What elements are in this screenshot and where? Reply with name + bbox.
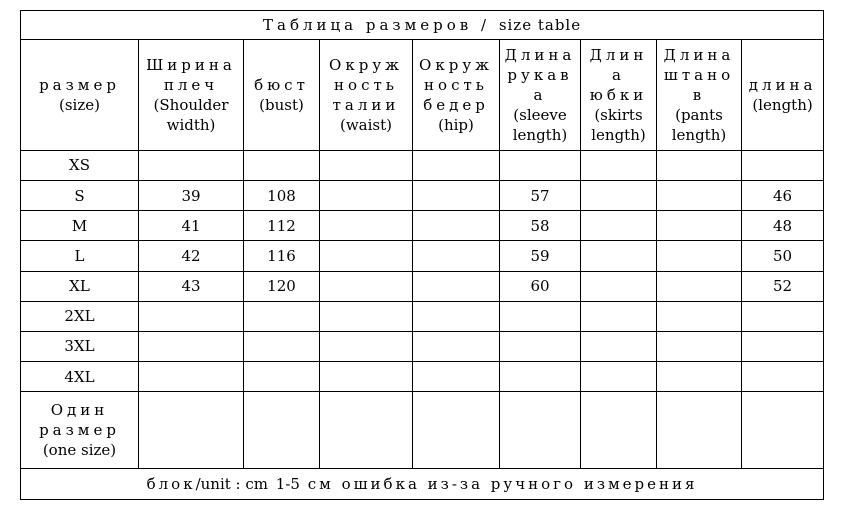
- table-cell: [581, 392, 657, 468]
- column-header: [742, 40, 824, 151]
- table-row: [21, 241, 824, 271]
- table-cell: [742, 392, 824, 468]
- table-cell: [244, 150, 320, 180]
- table-cell: [581, 211, 657, 241]
- one-size-ru: Один размер: [39, 401, 120, 440]
- column-header: [500, 40, 581, 151]
- table-cell: [244, 331, 320, 361]
- column-header-en: (waist): [339, 116, 392, 134]
- size-label: 4XL: [21, 362, 139, 392]
- table-cell: [581, 301, 657, 331]
- table-row: [21, 271, 824, 301]
- table-cell: [413, 241, 500, 271]
- table-cell: 41: [139, 211, 244, 241]
- column-header: [21, 40, 139, 151]
- column-header: [244, 40, 320, 151]
- column-header-ru: Длина юбки: [589, 46, 648, 104]
- table-cell: 50: [742, 241, 824, 271]
- column-header-en: (size): [59, 96, 100, 114]
- table-cell: [413, 211, 500, 241]
- table-cell: [742, 331, 824, 361]
- table-cell: [500, 301, 581, 331]
- table-cell: [139, 150, 244, 180]
- table-cell: [413, 362, 500, 392]
- table-cell: [581, 241, 657, 271]
- table-cell: [413, 150, 500, 180]
- column-header-en: (sleeve length): [512, 106, 568, 144]
- column-header: [320, 40, 413, 151]
- table-cell: 120: [244, 271, 320, 301]
- table-row: [21, 331, 824, 361]
- table-cell: [581, 150, 657, 180]
- size-label: S: [21, 181, 139, 211]
- table-cell: [657, 150, 742, 180]
- table-cell: [320, 181, 413, 211]
- table-cell: [244, 392, 320, 468]
- footer-unit-ru: блок: [146, 474, 196, 493]
- table-cell: [320, 150, 413, 180]
- table-cell: [581, 362, 657, 392]
- column-header-ru: длина: [748, 76, 817, 94]
- table-cell: [139, 301, 244, 331]
- table-cell: [500, 150, 581, 180]
- footer-range: 1-5: [275, 474, 300, 493]
- table-cell: [657, 211, 742, 241]
- table-cell: 108: [244, 181, 320, 211]
- table-cell: [581, 331, 657, 361]
- table-cell: [413, 392, 500, 468]
- one-size-en: (one size): [42, 441, 117, 460]
- column-header-ru: Длина штанов: [663, 46, 735, 104]
- size-label: M: [21, 211, 139, 241]
- table-row: [21, 211, 824, 241]
- table-cell: [320, 241, 413, 271]
- table-title: [21, 11, 824, 40]
- table-cell: [320, 301, 413, 331]
- size-label: 2XL: [21, 301, 139, 331]
- column-header-ru: Окружность талии: [329, 56, 403, 114]
- column-header-ru: Ширина плеч: [146, 56, 236, 94]
- table-cell: [413, 271, 500, 301]
- table-cell: [413, 331, 500, 361]
- column-header-en: (pants length): [671, 106, 727, 144]
- column-header-ru: размер: [39, 76, 120, 94]
- table-row: [21, 150, 824, 180]
- table-cell: 60: [500, 271, 581, 301]
- footer-note: [21, 468, 824, 499]
- column-header-ru: Длина рукава: [504, 46, 576, 104]
- table-cell: [742, 150, 824, 180]
- table-cell: [742, 362, 824, 392]
- column-header-ru: бюст: [254, 76, 309, 94]
- table-cell: [244, 301, 320, 331]
- column-header-en: (hip): [438, 116, 474, 134]
- column-header: [139, 40, 244, 151]
- one-size-row: [21, 392, 824, 468]
- column-header: [413, 40, 500, 151]
- table-cell: [320, 362, 413, 392]
- table-cell: [581, 181, 657, 211]
- table-cell: [657, 362, 742, 392]
- table-cell: [139, 362, 244, 392]
- table-cell: [244, 362, 320, 392]
- table-cell: 48: [742, 211, 824, 241]
- table-cell: [320, 211, 413, 241]
- column-header: [657, 40, 742, 151]
- table-cell: 46: [742, 181, 824, 211]
- table-cell: 52: [742, 271, 824, 301]
- table-cell: [320, 331, 413, 361]
- table-cell: [742, 301, 824, 331]
- table-cell: 57: [500, 181, 581, 211]
- size-label: XL: [21, 271, 139, 301]
- column-header-en: (Shoulder width): [153, 96, 229, 134]
- table-cell: [500, 331, 581, 361]
- table-row: [21, 362, 824, 392]
- size-label: XS: [21, 150, 139, 180]
- table-cell: [657, 301, 742, 331]
- table-cell: 39: [139, 181, 244, 211]
- table-cell: [413, 301, 500, 331]
- table-cell: [320, 392, 413, 468]
- table-cell: [139, 331, 244, 361]
- table-cell: [581, 271, 657, 301]
- table-row: [21, 181, 824, 211]
- table-cell: [139, 392, 244, 468]
- table-cell: 43: [139, 271, 244, 301]
- header-row: [21, 40, 824, 151]
- table-cell: 112: [244, 211, 320, 241]
- table-cell: [500, 392, 581, 468]
- table-cell: [500, 362, 581, 392]
- table-cell: [413, 181, 500, 211]
- column-header-ru: Окружность бедер: [419, 56, 493, 114]
- title-ru: Таблица размеров: [263, 16, 473, 35]
- table-cell: [320, 271, 413, 301]
- footer-note-text: см ошибка из-за ручного измерения: [307, 474, 698, 493]
- table-cell: 116: [244, 241, 320, 271]
- size-table: [20, 10, 824, 500]
- table-cell: 58: [500, 211, 581, 241]
- footer-unit-en: /unit : cm: [195, 474, 269, 493]
- table-cell: 42: [139, 241, 244, 271]
- column-header-en: (bust): [259, 96, 304, 114]
- table-cell: [657, 331, 742, 361]
- column-header: [581, 40, 657, 151]
- table-cell: [657, 241, 742, 271]
- table-cell: [657, 271, 742, 301]
- size-label: L: [21, 241, 139, 271]
- table-row: [21, 301, 824, 331]
- table-cell: [657, 181, 742, 211]
- column-header-en: (length): [752, 96, 813, 114]
- size-label: 3XL: [21, 331, 139, 361]
- table-cell: 59: [500, 241, 581, 271]
- column-header-en: (skirts length): [591, 106, 646, 144]
- title-en: size table: [498, 16, 582, 35]
- table-cell: [657, 392, 742, 468]
- one-size-label: [21, 392, 139, 468]
- title-separator: /: [472, 16, 499, 35]
